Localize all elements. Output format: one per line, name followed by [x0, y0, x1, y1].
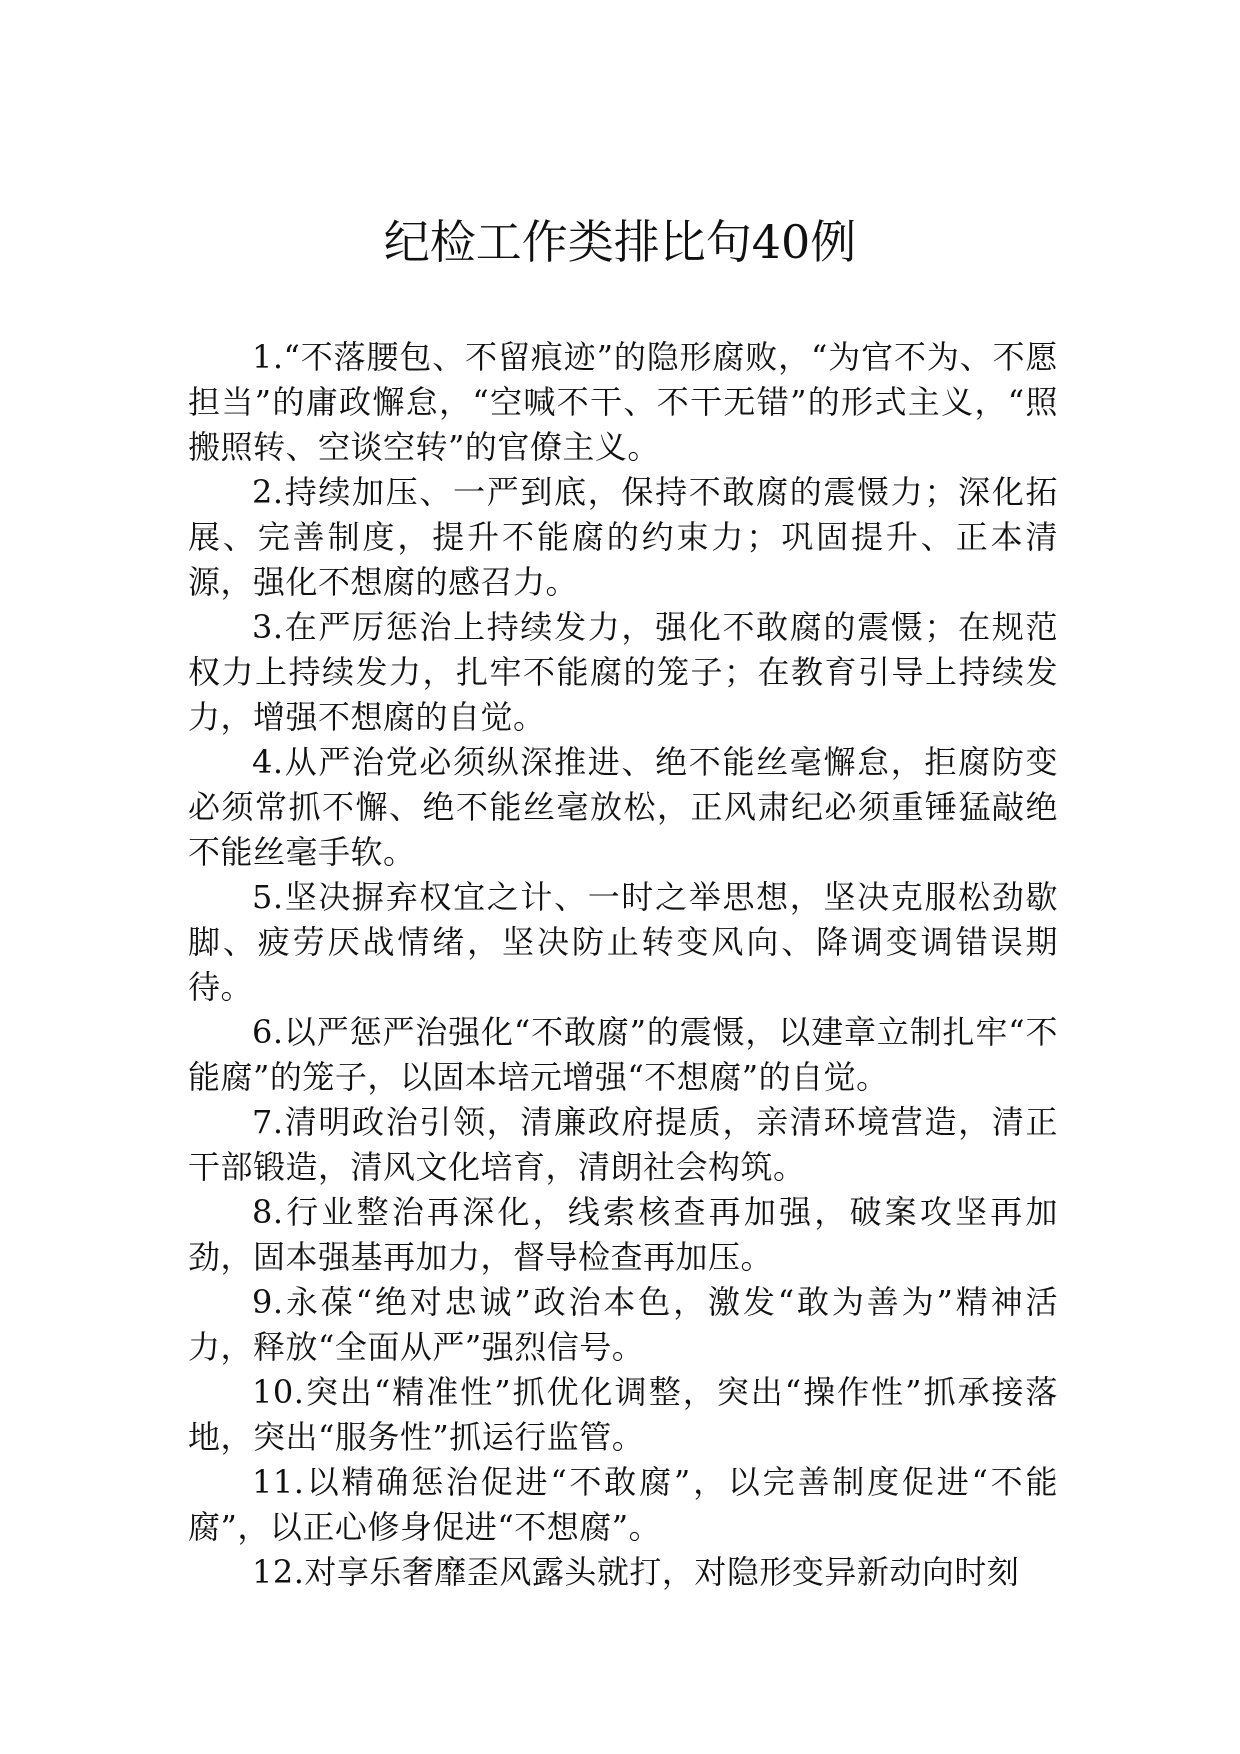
paragraph-8: 8.行业整治再深化，线索核查再加强，破案攻坚再加劲，固本强基再加力，督导检查再加压。	[188, 1193, 1058, 1276]
paragraph-7: 7.清明政治引领，清廉政府提质，亲清环境营造，清正干部锻造，清风文化培育，清朗社会构筑。	[188, 1103, 1058, 1186]
paragraph-6: 6.以严惩严治强化“不敢腐”的震慑，以建章立制扎牢“不能腐”的笼子，以固本培元增强“不想腐”的自觉。	[188, 1013, 1058, 1096]
paragraph-2: 2.持续加压、一严到底，保持不敢腐的震慑力；深化拓展、完善制度，提升不能腐的约束力；巩固提升、正本清源，强化不想腐的感召力。	[188, 473, 1058, 601]
paragraph-3: 3.在严厉惩治上持续发力，强化不敢腐的震慑；在规范权力上持续发力，扎牢不能腐的笼子；在教育引导上持续发力，增强不想腐的自觉。	[188, 608, 1058, 736]
paragraph-11: 11.以精确惩治促进“不敢腐”，以完善制度促进“不能腐”，以正心修身促进“不想腐”。	[188, 1463, 1058, 1546]
document-body	[188, 335, 1058, 1595]
document-title: 纪检工作类排比句40例	[383, 215, 857, 269]
paragraph-10: 10.突出“精准性”抓优化调整，突出“操作性”抓承接落地，突出“服务性”抓运行监管。	[188, 1373, 1058, 1456]
paragraph-12: 12.对享乐奢靡歪风露头就打，对隐形变异新动向时刻	[252, 1553, 1020, 1591]
paragraph-1: 1.“不落腰包、不留痕迹”的隐形腐败，“为官不为、不愿担当”的庸政懈怠，“空喊不干、不干无错”的形式主义，“照搬照转、空谈空转”的官僚主义。	[188, 338, 1058, 466]
paragraph-4: 4.从严治党必须纵深推进、绝不能丝毫懈怠，拒腐防变必须常抓不懈、绝不能丝毫放松，正风肃纪必须重锤猛敲绝不能丝毫手软。	[188, 743, 1058, 871]
paragraph-5: 5.坚决摒弃权宜之计、一时之举思想，坚决克服松劲歇脚、疲劳厌战情绪，坚决防止转变风向、降调变调错误期待。	[188, 878, 1058, 1006]
paragraph-9: 9.永葆“绝对忠诚”政治本色，激发“敢为善为”精神活力，释放“全面从严”强烈信号。	[188, 1283, 1058, 1366]
